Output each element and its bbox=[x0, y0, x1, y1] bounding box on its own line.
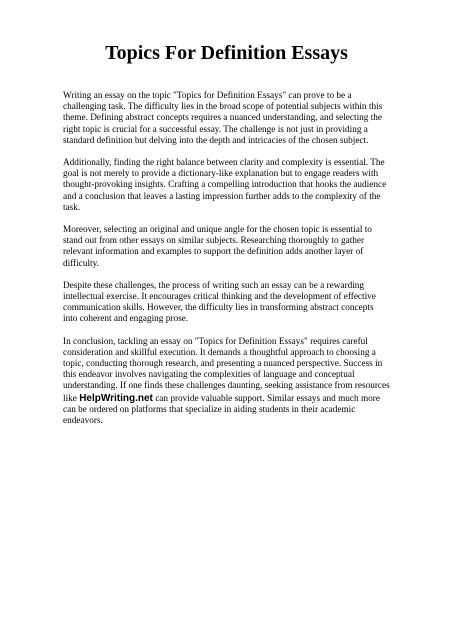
paragraph-3: Moreover, selecting an original and unique angle for the chosen topic is essential to stand out from other essays on similar subjects. Researching thoroughly to gather relevant information and examples to support the definition adds another layer of difficulty. bbox=[63, 225, 372, 269]
conclusion-text-before-link: In conclusion, tackling an essay on "Topics for Definition Essays" requires careful consideration and skillful execution. It demands a thoughtful approach to choosing a topic, conducting thorough research, and presenting a nuanced perspective. Success in this endeavor involves navigating the complexities of language and conceptual understanding. If one finds these challenges daunting, seeking assistance from resources like bbox=[63, 336, 390, 404]
helpwriting-link[interactable]: HelpWriting.net bbox=[79, 392, 153, 404]
conclusion-text-after-link: can provide valuable support. Similar essays and much more can be ordered on platforms that specialize in aiding students in their academic endeavors. bbox=[63, 393, 380, 427]
document-title: Topics For Definition Essays bbox=[105, 42, 348, 64]
paragraph-1: Writing an essay on the topic "Topics for Definition Essays" can prove to be a challenging task. The difficulty lies in the broad scope of potential subjects within this theme. Defining abstract concepts requires a nuanced understanding, and selecting the right topic is crucial for a successful essay. The challenge is not just in providing a standard definition but delving into the depth and intricacies of the chosen subject. bbox=[63, 91, 383, 146]
paragraph-4: Despite these challenges, the process of writing such an essay can be a rewarding intellectual exercise. It encourages critical thinking and the development of effective communication skills. However, the difficulty lies in transforming abstract concepts into coherent and engaging prose. bbox=[63, 280, 376, 325]
paragraph-2: Additionally, finding the right balance between clarity and complexity is essential. The goal is not merely to provide a dictionary-like explanation but to engage readers with thought-provoking insights. Crafting a compelling introduction that hooks the audience and a conclusion that leaves a lasting impression further adds to the complexity of the task. bbox=[63, 158, 387, 213]
paragraph-conclusion bbox=[63, 337, 390, 428]
